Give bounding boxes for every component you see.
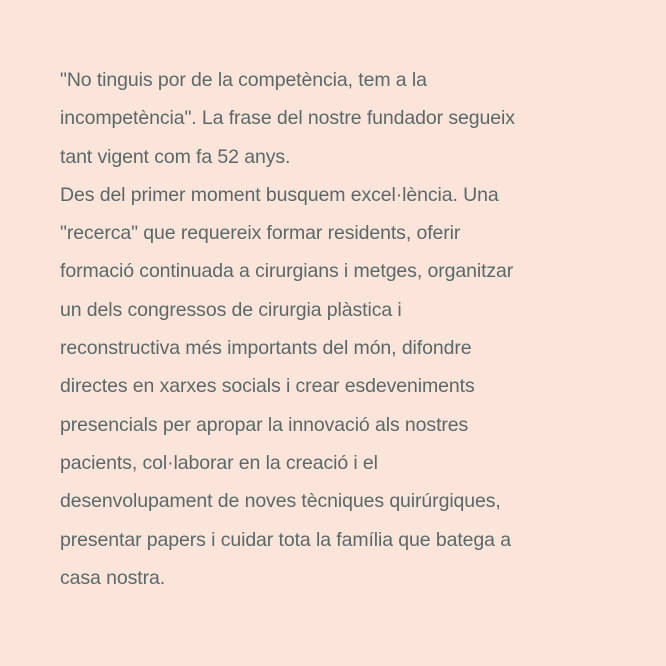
text-line: desenvolupament de noves tècniques quirúrgiques, xyxy=(60,490,501,513)
text-line: reconstructiva més importants del món, difondre xyxy=(60,337,472,360)
text-line: casa nostra. xyxy=(60,566,166,589)
text-line: Des del primer moment busquem excel·lència. Una xyxy=(60,183,499,206)
text-line: directes en xarxes socials i crear esdeveniments xyxy=(60,375,475,398)
text-line: "No tinguis por de la competència, tem a la xyxy=(60,69,427,91)
text-line: presentar papers i cuidar tota la família que batega a xyxy=(60,528,511,551)
text-line: un dels congressos de cirurgia plàstica i xyxy=(60,298,402,321)
text-line: pacients, col·laborar en la creació i el xyxy=(60,451,378,474)
text-line: incompetència". La frase del nostre fundador segueix xyxy=(60,107,515,130)
text-line: presencials per apropar la innovació als nostres xyxy=(60,413,469,436)
body-text xyxy=(60,61,515,597)
text-line: "recerca" que requereix formar residents, oferir xyxy=(60,222,461,245)
text-line: tant vigent com fa 52 anys. xyxy=(60,145,291,168)
text-line: formació continuada a cirurgians i metges, organitzar xyxy=(60,260,514,283)
